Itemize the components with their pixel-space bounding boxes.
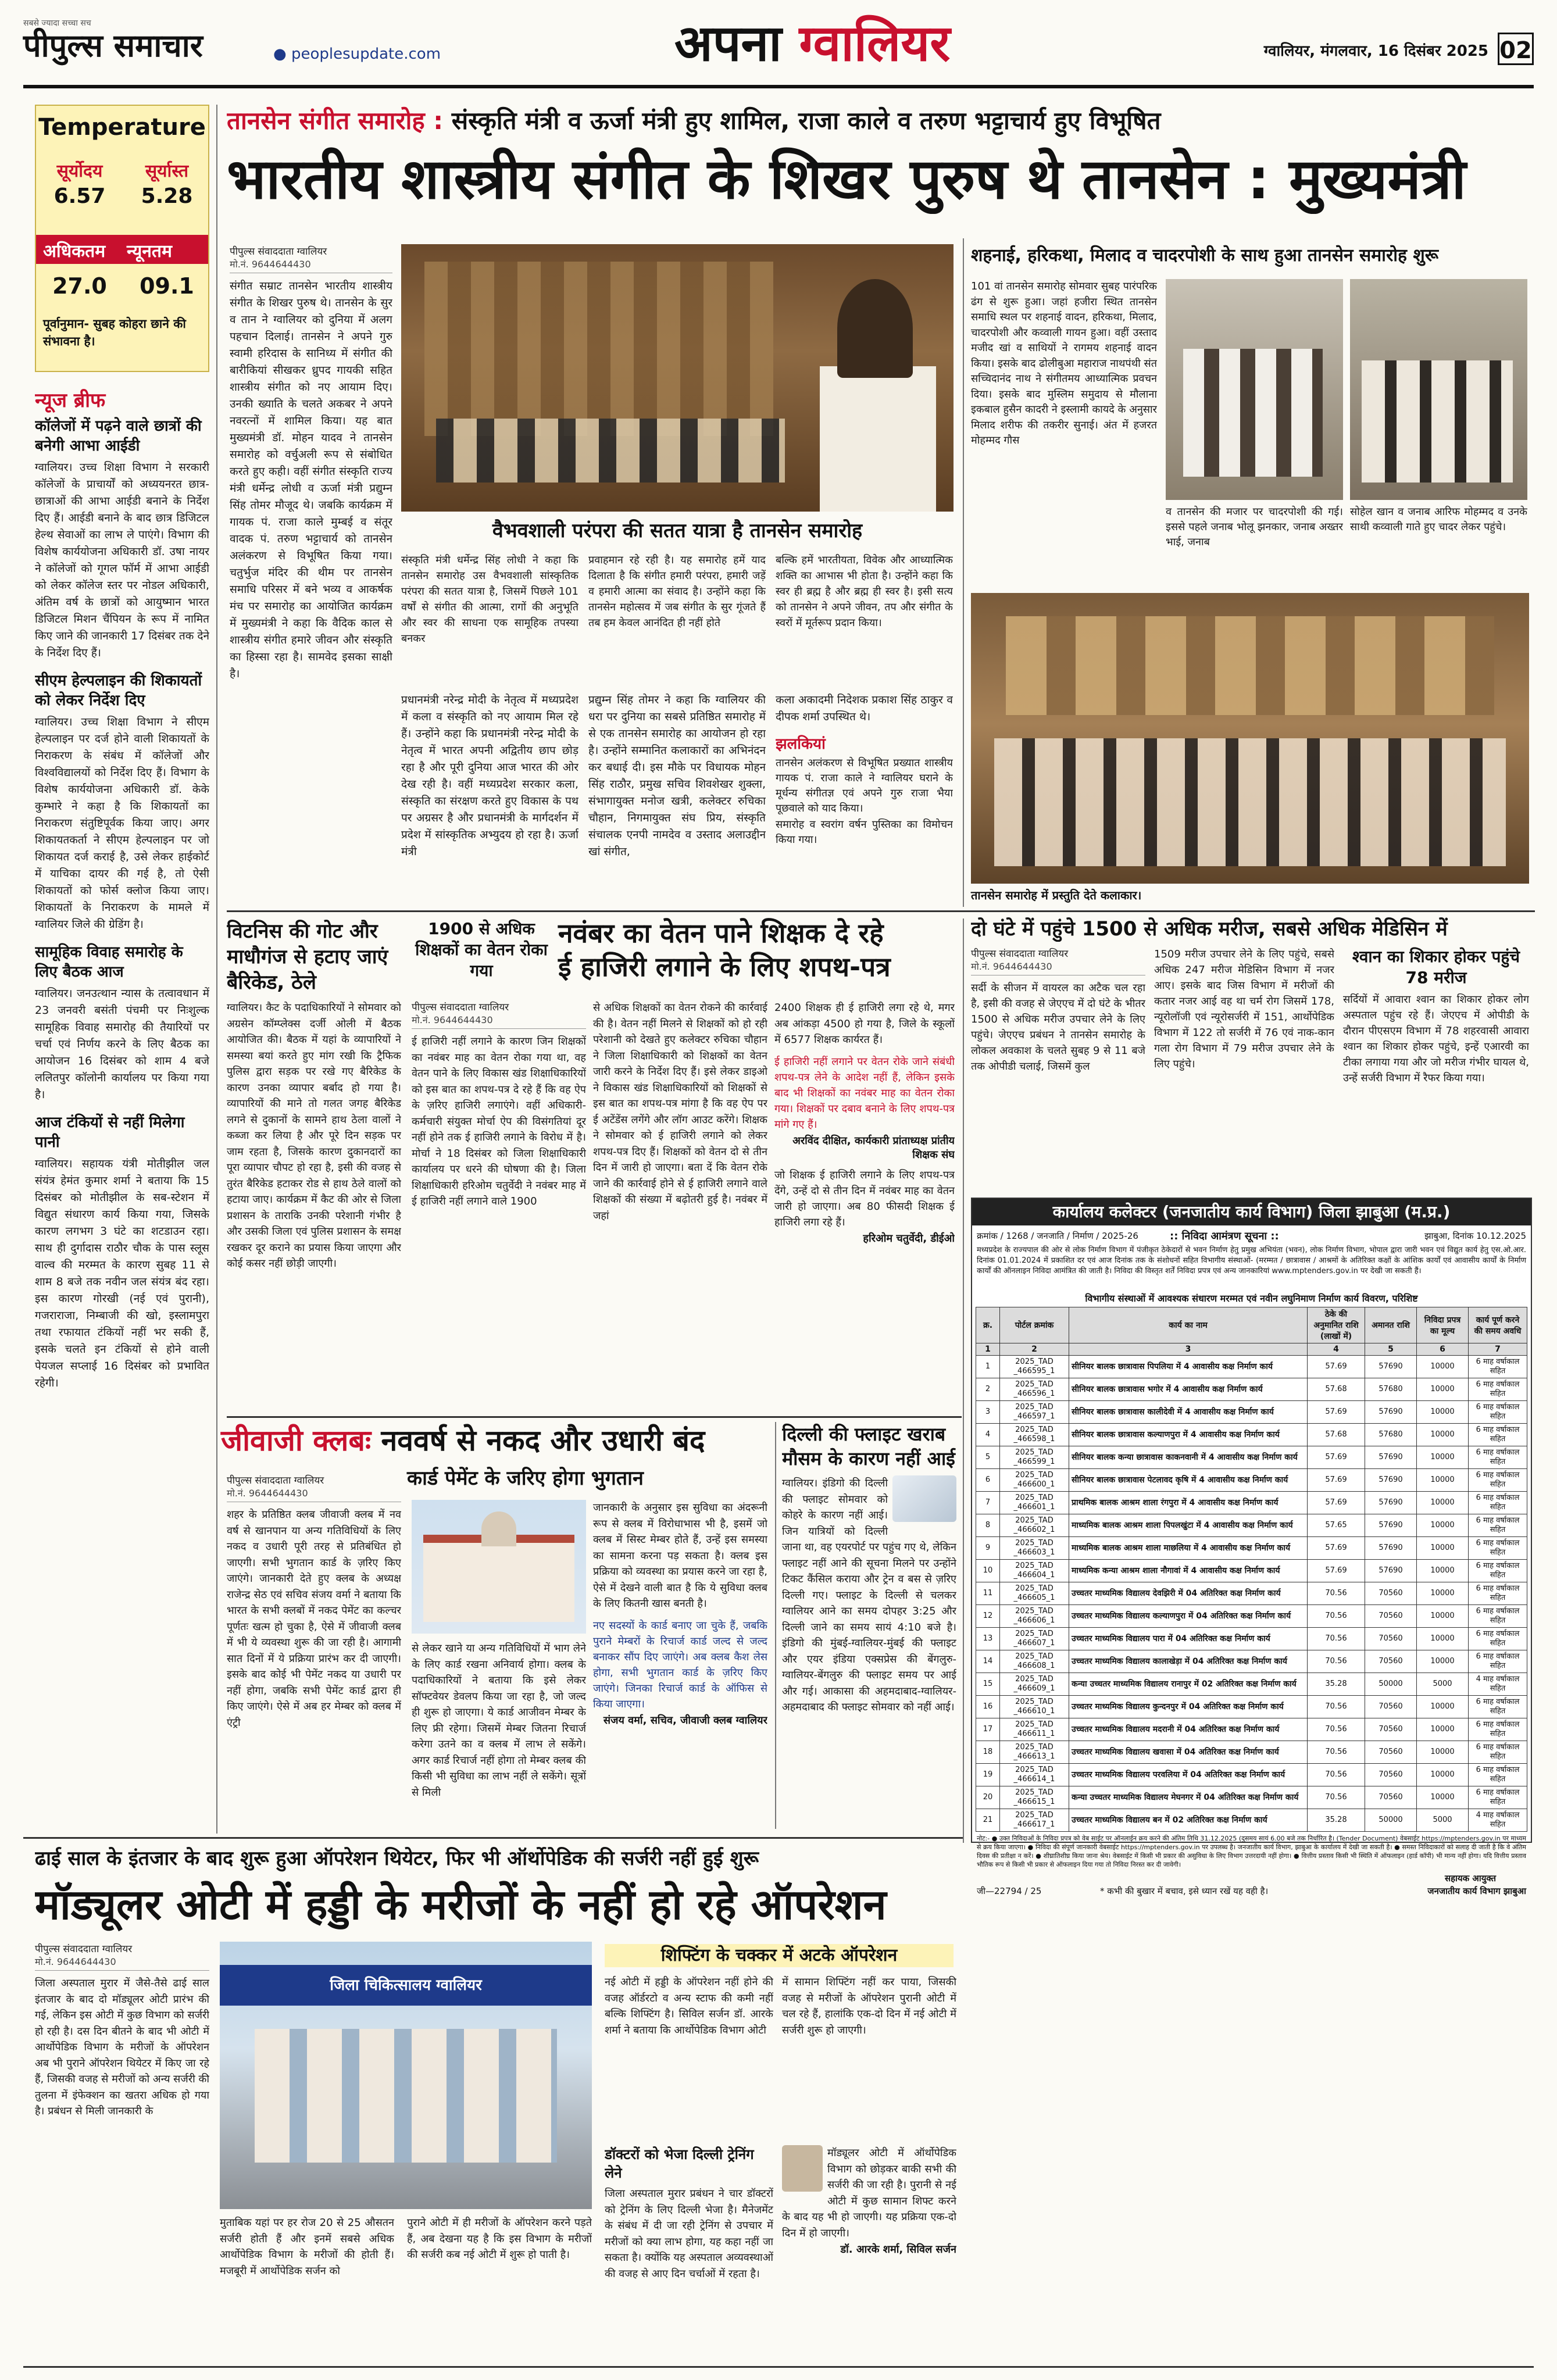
tender-cell: 70.56 (1308, 1628, 1365, 1650)
tender-cell: कन्या उच्चतर माध्यमिक विद्यालय मेघनगर में 04 अतिरिक्त कक्ष निर्माण कार्य (1069, 1786, 1308, 1809)
tender-cell: 57.68 (1308, 1378, 1365, 1401)
lead-under-photo-1: संस्कृति मंत्री धर्मेन्द्र सिंह लोधी ने कहा कि तानसेन समारोह उस वैभवशाली सांस्कृतिक परंपरा की सतत यात्रा है, जिसमें पिछले 101 वर्षों से संगीत की आत्मा, रागों की अनुभूति और स्वर की साधना एक सामूहिक तपस्या बनकर (401, 554, 578, 645)
sunset-value: 5.28 (141, 184, 193, 208)
tender-cell: 20 (976, 1786, 1000, 1809)
patients-col-2: 1509 मरीज उपचार लेने के लिए पहुंचे, सबसे अधिक 247 मरीज मेडिसिन विभाग में नजर आए। इसके बाद जिस विभाग में मरीजों की कतार नजर आई वह था चर्म रोग जिसमें 178, न्यूरोलॉजी एवं न्यूरोसर्जरी में 151, आर्थोपेडिक विभाग में 122 तो सर्जरी में 76 एवं नाक-कान गला रोग विभाग में 79 मरीज उपचार लेने के लिए पहुंचे। (1154, 948, 1334, 1070)
tender-cell: 70560 (1365, 1696, 1417, 1718)
footer-rule (23, 2366, 1534, 2368)
ot-quote: मॉड्यूलर ओटी में ऑर्थोपेडिक विभाग को छोड़कर बाकी सभी की सर्जरी की जा रही है। पुरानी से नई ओटी में कुछ सामान शिफ्ट करने के बाद यह भी हो जाएगी। यह प्रक्रिया एक-दो दिन में हो जाएगी। डॉ. आरके शर्मा, सिविल सर्जन (782, 2145, 956, 2360)
tender-cell: 17 (976, 1718, 1000, 1741)
globe-icon: ● (273, 45, 291, 63)
tender-cell: 70560 (1365, 1718, 1417, 1741)
shehnai-caption-1: व तानसेन की मजार पर चादरपोशी की गई। इससे पहले जनाब भोलू झनकार, जनाब अख्तर भाई, जनाब (1166, 506, 1343, 548)
tender-table-caption: विभागीय संस्थाओं में आवश्यक संधारण मरम्मत एवं नवीन लघुनिमाण निर्माण कार्य विवरण, परिशिष्ट (1085, 1293, 1418, 1304)
tender-cell: 70560 (1365, 1764, 1417, 1786)
tender-cell: 2025_TAD _466605_1 (1000, 1582, 1069, 1605)
tender-date: झाबुआ, दिनांक 10.12.2025 (1424, 1231, 1526, 1241)
tender-cell: 2025_TAD _466610_1 (1000, 1696, 1069, 1718)
delhi-headline: दिल्ली की फ्लाइट खराब मौसम के कारण नहीं आई (782, 1423, 955, 1470)
max-value: 27.0 (52, 273, 107, 299)
patients-sidebar: श्वान का शिकार होकर पहुंचे 78 मरीज सर्दियों में आवारा श्वान का शिकार होकर लोग अस्पताल पहुंच रहे हैं। जेएएच में ओपीडी के दौरान पीएसएम विभाग में 78 शहरवासी आवारा श्वान का शिकार होकर पहुंचे, इन्हें एआरवी का टीका लगाया गया और जो मरीज गंभीर घायल थे, उन्हें सर्जरी विभाग में रैफर किया गया। (1343, 947, 1529, 1084)
concert-photo (971, 593, 1529, 884)
teacher-col-1: पीपुल्स संवाददाता ग्वालियर मो.नं. 9644644430 ई हाजिरी नहीं लगाने के कारण जिन शिक्षकों का नवंबर माह का वेतन रोका गया था, वह वेतन पाने के लिए विकास खंड शिक्षाधिकारियों को इस बात का शपथ-पत्र दे रहे हैं कि वह ऐप के ज़रिए हाजिरी लगाएंगे। वहीं अधिकारी-कर्मचारी संयुक्त मोर्चा ऐप की विसंगतियां दूर नहीं होने तक ई हाजिरी लगाने के विरोध में है। मोर्चा ने 18 दिसंबर को जिला शिक्षाधिकारी कार्यालय पर धरने की घोषणा की है। जिला शिक्षाधिकारी हरिओम चतुर्वेदी ने नवंबर माह में ई हाजिरी नहीं लगाने वाले 1900 (412, 1000, 586, 1407)
brief-title: न्यूज ब्रीफ (35, 389, 106, 412)
shehnai-headline: शहनाई, हरिकथा, मिलाद व चादरपोशी के साथ हुआ तानसेन समारोह शुरू (971, 245, 1439, 266)
tender-cell: 57.69 (1308, 1560, 1365, 1582)
paper-tag: सबसे ज्यादा सच्चा सच (23, 19, 91, 28)
tender-cell: 10000 (1417, 1469, 1469, 1492)
tender-cell: 10000 (1417, 1696, 1469, 1718)
tender-row (976, 1469, 1527, 1492)
tender-cell: 70.56 (1308, 1582, 1365, 1605)
tender-cell: 10000 (1417, 1786, 1469, 1809)
jiwaji-col-2: से लेकर खाने या अन्य गतिविधियों में भाग लेने के लिए कार्ड रखना अनिवार्य होगा। क्लब के पदाधिकारियों ने बताया कि इसे लेकर सॉफ्टवेयर डेवलप किया जा रहा है, जो जल्द ही शुरू हो जाएगा। ये कार्ड आजीवन मेम्बर के लिए फ्री रहेगा। जिसमें मेम्बर जितना रिचार्ज करेगा उतने का व क्लब में लाभ ले सकेंगे। अगर कार्ड रिचार्ज नहीं होगा तो मेम्बर क्लब की किसी भी सुविधा का लाभ नहीं ले सकेंगे। सूत्रों से मिली (412, 1642, 586, 1799)
tender-cell: 70560 (1365, 1650, 1417, 1673)
tender-cell: 5 (976, 1446, 1000, 1469)
tender-cell: 57690 (1365, 1560, 1417, 1582)
tender-cell: 8 (976, 1514, 1000, 1537)
tender-cell: सीनियर बालक कन्या छात्रावास काकनवानी में 4 आवासीय कक्ष निर्माण कार्य (1069, 1446, 1308, 1469)
tender-cell: 2025_TAD _466611_1 (1000, 1718, 1069, 1741)
tender-cell: 2025_TAD _466614_1 (1000, 1764, 1069, 1786)
tender-cell: 57.69 (1308, 1356, 1365, 1378)
tender-cell: 57.69 (1308, 1401, 1365, 1424)
shehnai-body: 101 वां तानसेन समारोह सोमवार सुबह पारंपरिक ढंग से शुरू हुआ। जहां हजीरा स्थित तानसेन समाधि स्थल पर शहनाई वादन, हरिकथा, मिलाद, चादरपोशी और कव्वाली गायन हुआ। वहीं उस्ताद मजीद खां व साथियों ने रागमय शहनाई वादन किया। इसके बाद ढोलीबुआ महाराज नाथपंथी संत सच्चिदानंद नाथ ने संगीतमय आध्यात्मिक प्रवचन दिया। इसके बाद मुस्लिम समुदाय से मौलाना इकबाल हुसैन कादरी ने इस्लामी कायदे के अनुसार मिलाद शरीफ की तकरीर सुनाई। अंत में हजरत मोहम्मद गौस (971, 280, 1157, 446)
tender-cell: 57.69 (1308, 1537, 1365, 1560)
tender-cell: उच्चतर माध्यमिक विद्यालय कुन्दनपुर में 04 अतिरिक्त कक्ष निर्माण कार्य (1069, 1696, 1308, 1718)
tender-cell: 10000 (1417, 1492, 1469, 1514)
tender-row (976, 1605, 1527, 1628)
website[interactable]: ● peoplesupdate.com (273, 45, 441, 63)
doctor-avatar (782, 2145, 823, 2192)
tender-cell: सीनियर बालक छात्रावास पेटलावद कृषि में 4 आवासीय कक्ष निर्माण कार्य (1069, 1469, 1308, 1492)
tender-row (976, 1514, 1527, 1537)
tender-cell: माध्यमिक कन्या आश्रम शाला नौगावां में 4 आवासीय कक्ष निर्माण कार्य (1069, 1560, 1308, 1582)
tender-cell: 2025_TAD _466595_1 (1000, 1356, 1069, 1378)
tender-cell: 57690 (1365, 1537, 1417, 1560)
tender-cell: 57690 (1365, 1492, 1417, 1514)
brief-item-head: कॉलेजों में पढ़ने वाले छात्रों की बनेगी आभा आईडी (35, 417, 202, 455)
tender-row (976, 1741, 1527, 1764)
tender-cell: 19 (976, 1764, 1000, 1786)
teacher-quote-2: जो शिक्षक ई हाजिरी लगाने के लिए शपथ-पत्र देंगे, उन्हें दो से तीन दिन में नवंबर माह का वेतन जारी हो जाएगा। अब 80 फीसदी शिक्षक ई हाजिरी लगा रहे हैं। (774, 1168, 955, 1228)
max-label: अधिकतम (43, 241, 106, 262)
patients-side-head: श्वान का शिकार होकर पहुंचे 78 मरीज (1352, 947, 1520, 987)
tender-row (976, 1650, 1527, 1673)
tender-cell: 57.69 (1308, 1446, 1365, 1469)
tender-cell: 13 (976, 1628, 1000, 1650)
tender-cell: 57.68 (1308, 1424, 1365, 1446)
tender-cell: 2025_TAD _466601_1 (1000, 1492, 1069, 1514)
tender-row (976, 1356, 1527, 1378)
tender-cell: 70.56 (1308, 1786, 1365, 1809)
page-number: 02 (1498, 33, 1534, 65)
sunrise-value: 6.57 (53, 184, 106, 208)
tender-row (976, 1718, 1527, 1741)
teacher-quote-2-by: हरिओम चतुर्वेदी, डीईओ (863, 1232, 955, 1245)
tender-notice-title: :: निविदा आमंत्रण सूचना :: (1170, 1230, 1279, 1242)
tender-cell: माध्यमिक बालक आश्रम शाला माछलिया में 4 आवासीय कक्ष निर्माण कार्य (1069, 1537, 1308, 1560)
stage-people (436, 419, 785, 483)
tender-cell: 15 (976, 1673, 1000, 1696)
tender-row (976, 1537, 1527, 1560)
tender-row (976, 1764, 1527, 1786)
tender-cell: 6 माह वर्षाकाल सहित (1469, 1718, 1527, 1741)
weather-title: Temperature (38, 114, 206, 141)
tender-cell: उच्चतर माध्यमिक विद्यालय पारा में 04 अतिरिक्त कक्ष निर्माण कार्य (1069, 1628, 1308, 1650)
podium (820, 366, 936, 512)
right-col-rule (963, 238, 964, 907)
patients-headline: दो घंटे में पहुंचे 1500 से अधिक मरीज, सबसे अधिक मेडिसिन में (971, 917, 1448, 941)
tender-cell: 10000 (1417, 1514, 1469, 1537)
tender-cell: उच्चतर माध्यमिक विद्यालय कालाखेड़ा में 04 अतिरिक्त कक्ष निर्माण कार्य (1069, 1650, 1308, 1673)
tender-cell: 18 (976, 1741, 1000, 1764)
tender-cell: 6 माह वर्षाकाल सहित (1469, 1560, 1527, 1582)
tender-cell: 5000 (1417, 1673, 1469, 1696)
highlights-title: झलकियां (776, 735, 826, 753)
tender-footnote: नोट:- ● उक्त निविदाओं के निविदा प्रपत्र को वेब साईट पर ऑनलाईन क्रय करने की अंतिम तिथि 31.12.2025 (दुसमय सायं 6.00 बजे तक निर्धारित है। (Tender Document) वेबसाईट https://mptenders.gov.in पर माध्यम से क्रय किया जाएगा। ● निविदा की संपूर्ण जानकारी वेबसाईट https://mptenders.gov.in पर उपलब्ध है। जनजातीय कार्य विभाग, झाबुआ के कार्यालय में देखी जा सकती है। ● समस्त निविदाकारों को सलाह दी जाती है कि वे अंतिम दिवस की प्रतीक्षा न करें। ● शीघ्रातिशीघ्र किया जाना श्रेय। वेबसाईट में किसी भी प्रकार की असुविधा के लिए विभाग उत्तरदायी नहीं होगा। ● वित्तीय प्रस्ताव किसी भी स्थिति में ऑफलाइन (हार्ड कॉपी) भी मान्य नहीं होगा। यदि वित्तीय प्रस्ताव भौतिक रूप से किसी भी प्रकार से ऑफलाइन दिया गया तो निविदा निरस्त कर दी जावेगी। (977, 1835, 1526, 1868)
tender-cell: 2025_TAD _466617_1 (1000, 1809, 1069, 1832)
tender-cell: उच्चतर माध्यमिक विद्यालय खवासा में 04 अतिरिक्त कक्ष निर्माण कार्य (1069, 1741, 1308, 1764)
tender-cell: 2025_TAD _466613_1 (1000, 1741, 1069, 1764)
tender-cell: 57.69 (1308, 1492, 1365, 1514)
lead-under-photo-3: बल्कि हमें भारतीयता, विवेक और आध्यात्मिक शक्ति का आभास भी होता है। उन्होंने कहा कि स्वर ही ब्रह्म है और ब्रह्म ही स्वर है। इसी सत्य को तानसेन ने अपने जीवन, तप और संगीत के स्वरों में मूर्तरूप प्रदान किया। (776, 554, 953, 629)
tender-cell: 11 (976, 1582, 1000, 1605)
patients-col-1: पीपुल्स संवाददाता ग्वालियर मो.नं. 9644644430 सर्दी के सीजन में वायरल का अटैक चल रहा है, इसी की वजह से जेएएच में दो घंटे के भीतर 1500 से अधिक मरीज उपचार लेने के लिए पहुंचे। जेएएच प्रबंधन ने तानसेन समारोह के लोकल अवकाश के चलते सुबह 9 से 11 बजे तक ओपीडी चलाई, जिसमें कुल (971, 946, 1145, 1191)
tender-row (976, 1673, 1527, 1696)
tender-row (976, 1560, 1527, 1582)
tender-title: कार्यालय कलेक्टर (जनजातीय कार्य विभाग) जिला झाबुआ (म.प्र.) (972, 1199, 1531, 1225)
shehnai-photo-1 (1166, 279, 1343, 500)
row-rule-3 (23, 1837, 963, 1839)
ot-kicker: ढाई साल के इंतजार के बाद शुरू हुआ ऑपरेशन थियेटर, फिर भी ऑर्थोपेडिक की सर्जरी नहीं हुई शुरू (35, 1847, 759, 1870)
jiwaji-quote-by: संजय वर्मा, सचिव, जीवाजी क्लब ग्वालियर (603, 1714, 767, 1727)
brief-item-body: ग्वालियर। जनउत्थान न्यास के तत्वावधान में 23 जनवरी बसंती पंचमी पर निःशुल्क सामूहिक विवाह समारोह की तैयारियों पर चर्चा एवं निर्णय करने के लिए बैठक का आयोजन 16 दिसंबर को शाम 4 बजे ललितपुर कॉलोनी कार्यालय पर किया गया है। (35, 987, 209, 1101)
lead-text: संगीत सम्राट तानसेन भारतीय शास्त्रीय संगीत के शिखर पुरुष थे। तानसेन के सुर व तान ने ग्वालियर को दुनिया में अलग पहचान दिलाई। तानसेन ने अपने गुरु स्वामी हरिदास के सानिध्य में संगीत की बारीकियां सीखकर ध्रुपद गायकी सहित शास्त्रीय संगीत को नए आयाम दिए। उनकी ख्याति के चलते अकबर ने अपने नवरत्नों में शामिल किया। यह बात मुख्यमंत्री डॉ. मोहन यादव ने तानसेन समारोह को वर्चुअली रूप से संबोधित करते हुए कही। वहीं संगीत संस्कृति राज्य मंत्री धर्मेन्द्र लोधी व ऊर्जा मंत्री प्रद्युम्न सिंह तोमर मौजूद थे। जबकि कार्यक्रम में गायक पं. राजा काले मुम्बई व संतूर वादक पं. तरुण भट्टाचार्य को तानसेन अलंकरण से विभूषित किया गया। चतुर्भुज मंदिर की थीम पर तानसेन समाधि परिसर में बने भव्य व आकर्षक मंच पर समारोह का आयोजित कार्यक्रम में मुख्यमंत्री ने कहा कि वैदिक काल से शास्त्रीय संगीत हमारे जीवन और संस्कृति का हिस्सा रहा है। सामवेद इसका साक्षी है। (230, 280, 392, 680)
tender-cell: 70.56 (1308, 1605, 1365, 1628)
tender-cell: 57690 (1365, 1469, 1417, 1492)
tender-cell: उच्चतर माध्यमिक विद्यालय मदरानी में 04 अतिरिक्त कक्ष निर्माण कार्य (1069, 1718, 1308, 1741)
dateline: ग्वालियर, मंगलवार, 16 दिसंबर 2025 (1263, 42, 1488, 60)
brief-item-head: आज टंकियों से नहीं मिलेगा पानी (35, 1114, 185, 1151)
teacher-quote-1: ई हाजिरी नहीं लगाने पर वेतन रोके जाने संबंधी शपथ-पत्र लेने के आदेश नहीं हैं, लेकिन इसके बाद भी शिक्षकों का नवंबर माह का वेतन रोका गया। शिक्षकों पर दबाव बनाने के लिए शपथ-पत्र मांगे गए हैं। (774, 1055, 955, 1131)
tender-cell: 2025_TAD _466609_1 (1000, 1673, 1069, 1696)
tender-cell: 2 (976, 1378, 1000, 1401)
tender-job-no: जी—22794 / 25 (977, 1886, 1042, 1896)
tender-cell: 57690 (1365, 1446, 1417, 1469)
tender-cell: 9 (976, 1537, 1000, 1560)
jiwaji-subhead: कार्ड पेमेंट के जरिए होगा भुगतान (407, 1467, 644, 1490)
tender-cell: 16 (976, 1696, 1000, 1718)
jiwaji-quote: नए सदस्यों के कार्ड बनाए जा चुके हैं, जबकि पुराने मेम्बरों के रिचार्ज कार्ड जल्द से जल्द बनाकर सौंप दिए जाएंगे। अब क्लब कैश लेस होगा, सभी भुगतान कार्ड के ज़रिए किए जाएंगे। जिनका रिचार्ज कार्ड के ऑफिस से किया जाएगा। (593, 1619, 767, 1710)
teacher-sidebar-title: 1900 से अधिक शिक्षकों का वेतन रोका गया (415, 919, 548, 980)
speaker (837, 279, 913, 378)
tender-cell: कन्या उच्चतर माध्यमिक विद्यालय रानापुर में 02 अतिरिक्त कक्ष निर्माण कार्य (1069, 1673, 1308, 1696)
lead-col-3: प्रद्युम्न सिंह तोमर ने कहा कि ग्वालियर की धरा पर दुनिया का सबसे प्रतिष्ठित समारोह में से एक तानसेन समारोह का आयोजन हो रहा है। उन्होंने सम्मानित कलाकारों का अभिनंदन कर बधाई दी। इस मौके पर विधायक मोहन सिंह राठौर, प्रमुख सचिव शिवशेखर शुक्ला, संभागायुक्त मनोज खत्री, कलेक्टर रुचिका चौहान, निगमायुक्त संघ प्रिय, संस्कृति संचालक एनपी नामदेव व उस्ताद अलाउद्दीन खां संगीत, (588, 694, 766, 858)
highlight-item: तानसेन अलंकरण से विभूषित प्रख्यात शास्त्रीय गायक पं. राजा काले ने ग्वालियर घराने के मूर्धन्य संगीतज्ञ एवं अपने गुरु राजा भैया पूछवाले को याद किया। (776, 757, 953, 814)
tender-col-numbers: 1 2 3 4 5 6 7 (976, 1343, 1527, 1356)
masthead-rule (23, 85, 1534, 88)
brief-item-head: सीएम हेल्पलाइन की शिकायतों को लेकर निर्देश दिए (35, 672, 202, 709)
tender-row (976, 1424, 1527, 1446)
tender-cell: 10000 (1417, 1378, 1469, 1401)
jiwaji-col-3: जानकारी के अनुसार इस सुविधा का अंदरूनी रूप से क्लब में विरोधाभास भी है, इसमें जो क्लब में सिस्ट मेम्बर होते हैं, उन्हें इस समस्या का सामना करना पड़ सकता है। क्लब इस प्रक्रिया को व्यवस्था का प्रयास करने जा रहा है, ऐसे में देखने वाली बात है कि ये सुविधा क्लब के लिए कितनी खास बनती है। नए सदस्यों के कार्ड बनाए जा चुके हैं, जबकि पुराने मेम्बरों के रिचार्ज कार्ड जल्द से जल्द बनाकर सौंप दिए जाएंगे। अब क्लब कैश लेस होगा, सभी भुगतान कार्ड के ज़रिए किए जाएंगे। जिनका रिचार्ज कार्ड के ऑफिस से किया जाएगा। संजय वर्मा, सचिव, जीवाजी क्लब ग्वालियर (593, 1502, 767, 1727)
row-rule-2 (227, 1416, 962, 1418)
tender-cell: 70560 (1365, 1628, 1417, 1650)
tender-cell: 6 माह वर्षाकाल सहित (1469, 1514, 1527, 1537)
tender-row (976, 1628, 1527, 1650)
tender-cell: 10000 (1417, 1628, 1469, 1650)
tender-cell: 10 (976, 1560, 1000, 1582)
shift-col-2: में सामान शिफ्टिंग नहीं कर पाया, जिसकी वजह से मरीजों के ऑपरेशन पुरानी ओटी में चल रहे हैं, हालांकि एक-दो दिन में नई ओटी में सर्जरी शुरू हो जाएगी। (782, 1976, 956, 2036)
teacher-headline-2: ई हाजिरी लगाने के लिए शपथ-पत्र (558, 951, 891, 982)
tender-cell: 10000 (1417, 1356, 1469, 1378)
masthead (23, 12, 1534, 81)
tender-cell: 6 माह वर्षाकाल सहित (1469, 1764, 1527, 1786)
tender-intro: मध्यप्रदेश के राज्यपाल की ओर से लोक निर्माण विभाग में पंजीकृत ठेकेदारों से भवन निर्माण हेतु प्रमुख अभियंता (भवन), लोक निर्माण विभाग, भोपाल द्वारा जारी भवन एवं विद्युत कार्य हेतु एस.ओ.आर. दिनांक 01.01.2024 में प्रकाशित दर एवं आज दिनांक तक के संशोधनों सहित विभागीय संस्थाओं- (मरम्मत / छात्रावास / आश्रमों के अतिरिक्त कक्षों के आंशिक कार्यों एवं आवासीय कार्यों के निर्माण कार्यों की ऑनलाइन निविदा आमंत्रित की जाती है। निविदा की विस्तृत शर्तें निविदा प्रपत्र एवं अन्य जानकारियां www.mptenders.gov.in पर देखी जा सकती हैं। (977, 1246, 1526, 1275)
tender-cell: 57690 (1365, 1401, 1417, 1424)
tender-cell: 57.65 (1308, 1514, 1365, 1537)
jiwaji-photo (412, 1500, 586, 1634)
right-col-rule-2 (963, 919, 964, 1843)
tender-cell: प्राथमिक बालक आश्रम शाला रंगपुरा में 4 आवासीय कक्ष निर्माण कार्य (1069, 1492, 1308, 1514)
lead-photo (401, 244, 954, 512)
tender-cell: 3 (976, 1401, 1000, 1424)
tender-cell: 2025_TAD _466603_1 (1000, 1537, 1069, 1560)
tender-cell: 6 (976, 1469, 1000, 1492)
tender-cell: 10000 (1417, 1764, 1469, 1786)
jiwaji-headline: जीवाजी क्लबः नववर्ष से नकद और उधारी बंद (221, 1424, 705, 1457)
tender-row (976, 1696, 1527, 1718)
tender-cell: 57690 (1365, 1514, 1417, 1537)
vitness-story: विटनिस की गोट और माधौगंज से हटाए जाएं बैरिकेड, ठेले ग्वालियर। कैट के पदाधिकारियों ने सोमवार को अग्रसेन कॉम्प्लेक्स दर्जी ओली में बैठक आयोजित की। बैठक में यहां के व्यापारियों ने समस्या बयां करते हुए मांग रखी कि ट्रैफिक पुलिस द्वारा सड़क पर रखे गए बैरिकेड के कारण उनका व्यापार बर्बाद हो गया है। व्यापारियों की माने तो गलत जगह बैरिकेड लगने से दुकानों के सामने हाथ ठेला वालों ने कब्जा कर लिया है और पूरे दिन सड़क पर जाम रहता है, जिसके कारण दुकानदारों का पूरा व्यापार चौपट हो रहा है, इसी की वजह से तुरंत बैरिकेड हटाकर रोड से हाथ ठेले वालों को हटाया जाए। कार्यक्रम में कैट की ओर से जिला प्रशासन के ताराकि उनकी परेशानी गंभीर है और उसकी जिला एवं पुलिस प्रशासन के समक्ष रखकर दूर कराने का प्रयास किया जाएगा और कोई कसर नहीं छोड़ी जाएगी। (227, 920, 401, 1270)
tender-cell: 70.56 (1308, 1650, 1365, 1673)
tender-cell: 10000 (1417, 1741, 1469, 1764)
tender-cell: 2025_TAD _466599_1 (1000, 1446, 1069, 1469)
tender-cell: 10000 (1417, 1718, 1469, 1741)
tender-cell: 1 (976, 1356, 1000, 1378)
concert-caption: तानसेन समारोह में प्रस्तुति देते कलाकार। (971, 888, 1142, 902)
teacher-quote-1-by: अरविंद दीक्षित, कार्यकारी प्रांताध्यक्ष प्रांतीय शिक्षक संघ (792, 1134, 955, 1161)
lead-kicker: तानसेन संगीत समारोह : संस्कृति मंत्री व ऊर्जा मंत्री हुए शामिल, राजा काले व तरुण भट्टाचार्य हुए विभूषित (227, 106, 1161, 135)
tender-cell: 10000 (1417, 1582, 1469, 1605)
plane-icon (892, 1475, 956, 1522)
tender-ref: क्रमांक / 1268 / जनजाति / निर्माण / 2025-26 (977, 1231, 1138, 1241)
lead-photo-caption: वैभवशाली परंपरा की सतत यात्रा है तानसेन समारोह (492, 519, 863, 542)
tender-cell: 14 (976, 1650, 1000, 1673)
tender-cell: 6 माह वर्षाकाल सहित (1469, 1492, 1527, 1514)
tender-cell: 6 माह वर्षाकाल सहित (1469, 1628, 1527, 1650)
lead-headline: भारतीय शास्त्रीय संगीत के शिखर पुरुष थे तानसेन : मुख्यमंत्री (227, 146, 1466, 212)
tender-cell: 6 माह वर्षाकाल सहित (1469, 1424, 1527, 1446)
tender-row (976, 1582, 1527, 1605)
brief-item-body: ग्वालियर। उच्च शिक्षा विभाग ने सरकारी कॉलेजों के प्राचार्यों को अध्ययनरत छात्र-छात्राओं की आभा आईडी बनाने के निर्देश दिए हैं। आईडी बनाने के बाद छात्र डिजिटल हेल्थ सेवाओं का लाभ ले पाएंगे। विभाग की विशेष कार्ययोजना अधिकारी डॉ. उषा नायर ने कॉलेजों को गूगल फॉर्म में आभा आईडी को लेकर कॉलेज स्तर पर नोडल अधिकारी, अंतिम वर्ष के छात्रों को आयुष्मान भारत डिजिटल मिशन चैंपियन के रूप में नामित किए जाने की जानकारी 17 दिसंबर तक देने के निर्देश दिए हैं। (35, 461, 209, 659)
max-min-bar (36, 235, 208, 264)
tender-cell: 10000 (1417, 1424, 1469, 1446)
tender-cell: सीनियर बालक छात्रावास कालीदेवी में 4 आवासीय कक्ष निर्माण कार्य (1069, 1401, 1308, 1424)
section-title: अपना ग्वालियर (674, 15, 951, 73)
teacher-col-3: 2400 शिक्षक ही ई हाजिरी लगा रहे थे, मगर अब आंकड़ा 4500 हो गया है, जिले के स्कूलों में 6577 शिक्षक कार्यरत हैं। ई हाजिरी नहीं लगाने पर वेतन रोके जाने संबंधी शपथ-पत्र लेने के आदेश नहीं हैं, लेकिन इसके बाद भी शिक्षकों का नवंबर माह का वेतन रोका गया। शिक्षकों पर दबाव बनाने के लिए शपथ-पत्र मांगे गए हैं। अरविंद दीक्षित, कार्यकारी प्रांताध्यक्ष प्रांतीय शिक्षक संघ जो शिक्षक ई हाजिरी लगाने के लिए शपथ-पत्र देंगे, उन्हें दो से तीन दिन में नवंबर माह का वेतन जारी हो जाएगा। अब 80 फीसदी शिक्षक ई हाजिरी लगा रहे हैं। हरिओम चतुर्वेदी, डीईओ (774, 1002, 955, 1245)
tender-cell: 6 माह वर्षाकाल सहित (1469, 1696, 1527, 1718)
tender-cell: 10000 (1417, 1560, 1469, 1582)
tender-cell: 2025_TAD _466606_1 (1000, 1605, 1069, 1628)
tender-cell: 70.56 (1308, 1741, 1365, 1764)
tender-cell: 6 माह वर्षाकाल सहित (1469, 1650, 1527, 1673)
delhi-rule (775, 1422, 776, 1829)
tender-box (971, 1198, 1532, 1896)
tender-cell: 10000 (1417, 1401, 1469, 1424)
tender-cell: 6 माह वर्षाकाल सहित (1469, 1446, 1527, 1469)
hospital-gate: जिला चिकित्सालय ग्वालियर (220, 1965, 592, 2006)
tender-cell: 35.28 (1308, 1673, 1365, 1696)
highlight-item: समारोह व स्वरांग वर्षन पुस्तिका का विमोचन किया गया। (776, 819, 953, 846)
tender-table-header: क्र. पोर्टल क्रमांक कार्य का नाम ठेके की अनुमानित राशि (लाखों में) अमानत राशि निविदा प्रपत्र का मूल्य कार्य पूर्ण करने की समय अवधि (976, 1307, 1527, 1343)
tender-cell: 70.56 (1308, 1764, 1365, 1786)
tender-cell: सीनियर बालक छात्रावास भगोर में 4 आवासीय कक्ष निर्माण कार्य (1069, 1378, 1308, 1401)
brief-item-body: ग्वालियर। उच्च शिक्षा विभाग ने सीएम हेल्पलाइन पर दर्ज होने वाली शिकायतों के निराकरण के संबंध में कॉलेजों और विश्वविद्यालयों को निर्देश दिए हैं। विभाग के विशेष कार्ययोजना अधिकारी डॉ. केके कुम्भारे ने कहा है कि शिकायतों का निराकरण संतुष्टिपूर्वक किया जाए। अगर शिकायतकर्ता ने सीएम हेल्पलाइन पर जो शिकायत दर्ज कराई है, उसे लेकर हाईकोर्ट में याचिका दायर की गई है, तो ऐसी शिकायतों को फोर्स क्लोज किया जाए। शिकायतों के निराकरण के मामले में ग्वालियर जिले की ग्रेडिंग है। (35, 716, 209, 931)
tender-cell: 2025_TAD _466596_1 (1000, 1378, 1069, 1401)
tender-cell: 12 (976, 1605, 1000, 1628)
sunset-label: सूर्यास्त (145, 161, 189, 181)
tender-row (976, 1401, 1527, 1424)
tender-cell: 2025_TAD _466600_1 (1000, 1469, 1069, 1492)
tender-cell: 6 माह वर्षाकाल सहित (1469, 1786, 1527, 1809)
ot-headline: मॉड्यूलर ओटी में हड्डी के मरीजों के नहीं हो रहे ऑपरेशन (35, 1880, 887, 1929)
sidebar-rule (216, 105, 217, 1834)
tender-cell: 70560 (1365, 1741, 1417, 1764)
tender-row (976, 1809, 1527, 1832)
tender-row (976, 1446, 1527, 1469)
tender-cell: 2025_TAD _466598_1 (1000, 1424, 1069, 1446)
tender-cell: 70560 (1365, 1605, 1417, 1628)
tender-cell: 10000 (1417, 1605, 1469, 1628)
tender-cell: 10000 (1417, 1650, 1469, 1673)
tender-cell: 6 माह वर्षाकाल सहित (1469, 1582, 1527, 1605)
training-story: डॉक्टरों को भेजा दिल्ली ट्रेनिंग लेने जिला अस्पताल मुरार प्रबंधन ने चार डॉक्टरों को ट्रेनिंग के लिए दिल्ली भेजा है। मैनेजमेंट के संबंध में दी जा रही ट्रेनिंग से उपचार में मरीजों को क्या लाभ होगा, यह कहा नहीं जा सकता है। क्योंकि यह अस्पताल अव्यवस्थाओं की वजह से आए दिन चर्चाओं में रहता है। (605, 2146, 773, 2280)
tender-cell: 2025_TAD _466602_1 (1000, 1514, 1069, 1537)
tender-cell: 2025_TAD _466604_1 (1000, 1560, 1069, 1582)
forecast: पूर्वानुमान- सुबह कोहरा छाने की संभावना है। (43, 317, 186, 348)
tender-row (976, 1492, 1527, 1514)
tender-cell: 4 माह वर्षाकाल सहित (1469, 1673, 1527, 1696)
paper-name: पीपुल्स समाचार (23, 27, 203, 64)
tender-cell: 6 माह वर्षाकाल सहित (1469, 1741, 1527, 1764)
training-headline: डॉक्टरों को भेजा दिल्ली ट्रेनिंग लेने (605, 2146, 754, 2181)
ot-col-1: पीपुल्स संवाददाता ग्वालियर मो.नं. 9644644430 जिला अस्पताल मुरार में जैसे-तैसे ढाई साल इंतजार के बाद दो मॉड्यूलर ओटी प्रारंभ की गई, लेकिन इस ओटी में कुछ विभाग को सर्जरी हो रही है। दस दिन बीतने के बाद भी ओटी में आर्थोपेडिक विभाग के मरीजों के ऑपरेशन अब भी पुराने ऑपरेशन थियेटर में किए जा रहे हैं, जिसकी वजह से मरीजों को अन्य सर्जरी की तुलना में इंफेक्शन का खतरा अधिक हो गया है। प्रबंधन से मिली जानकारी के (35, 1942, 209, 2360)
delhi-story: दिल्ली की फ्लाइट खराब मौसम के कारण नहीं आई ग्वालियर। इंडिगो की दिल्ली की फ्लाइट सोमवार को कोहरे के कारण नहीं आई। जिन यात्रियों को दिल्ली जाना था, वह एयरपोर्ट पर पहुंच गए थे, लेकिन फ्लाइट नहीं आने की सूचना मिलने पर उन्होंने टिकट कैंसिल कराया और ट्रेन व बस से ज़रिए दिल्ली गए। फ्लाइट के दिल्ली से चलकर ग्वालियर आने का समय दोपहर 3:25 और दिल्ली जाने का समय सायं 4:10 बजे है। इंडिगो की मुंबई-ग्वालियर-मुंबई की फ्लाइट और एयर इंडिया एक्सप्रेस की बेंगलुरु-ग्वालियर-बेंगलुरु की फ्लाइट समय पर आई और गई। आकासा की अहमदाबाद-ग्वालियर-अहमदाबाद की फ्लाइट सोमवार को नहीं आई। (782, 1423, 956, 1713)
tender-cell: 57.69 (1308, 1469, 1365, 1492)
vitness-headline: विटनिस की गोट और माधौगंज से हटाए जाएं बैरिकेड, ठेले (227, 920, 388, 994)
tender-cell: 70.56 (1308, 1718, 1365, 1741)
brief-item-body: ग्वालियर। सहायक यंत्री मोतीझील जल संयंत्र हेमंत कुमार शर्मा ने बताया कि 15 दिसंबर को मोतीझील के सब-स्टेशन में विद्युत संधारण कार्य किया गया, जिसके कारण लगभग 3 घंटे का शटडाउन रहा। साथ ही दुर्गादास राठौर चौक के पास स्लूस वाल्व की मरम्मत के कारण सुबह 11 से शाम 8 बजे तक नवीन जल संयंत्र बंद रहा। इस कारण गोरखी (नई एवं पुरानी), गजराराजा, निम्बाजी की खो, इस्लामपुरा तथा रफायात टंकियों नहीं भर सकी हैं, इसके चलते इन टंकियों से होने वाली पेयजल सप्लाई 16 दिसंबर को प्रभावित रहेगी। (35, 1157, 209, 1389)
tender-cell: 4 (976, 1424, 1000, 1446)
tender-cell: 70.56 (1308, 1696, 1365, 1718)
shehnai-caption-2: सोहेल खान व जनाब आरिफ मोहम्मद व उनके साथी कव्वाली गाते हुए चादर लेकर पहुंचे। (1350, 506, 1527, 533)
tender-cell: 57680 (1365, 1378, 1417, 1401)
shift-col-1: नई ओटी में हड्डी के ऑपरेशन नहीं होने की वजह ऑर्डरटो व अन्य स्टाफ की कमी नहीं बल्कि शिफ्टिंग है। सिविल सर्जन डॉ. आरके शर्मा ने बताया कि आर्थोपेडिक विभाग ओटी (605, 1976, 773, 2036)
ot-col-3: पुराने ओटी में ही मरीजों के ऑपरेशन करने पड़ते हैं, अब देखना यह है कि इस विभाग के मरीजों की सर्जरी कब नई ओटी में शुरू हो पाती है। (407, 2217, 592, 2261)
row-rule-1 (227, 910, 1535, 912)
stage-arch (424, 262, 773, 436)
lead-col-4: कला अकादमी निदेशक प्रकाश सिंह ठाकुर व दीपक शर्मा उपस्थित थे। झलकियां तानसेन अलंकरण से विभूषित प्रख्यात शास्त्रीय गायक पं. राजा काले ने ग्वालियर घराने के मूर्धन्य संगीतज्ञ एवं अपने गुरु राजा भैया पूछवाले को याद किया। समारोह व स्वरांग वर्षन पुस्तिका का विमोचन किया गया। (776, 692, 953, 913)
tender-cell: 57690 (1365, 1356, 1417, 1378)
shehnai-photo-2 (1350, 279, 1527, 500)
lead-under-photo-2: प्रवाहमान रहे रही है। यह समारोह हमें याद दिलाता है कि संगीत हमारी परंपरा, हमारी जड़ें व हमारी आत्मा का संवाद है। उन्होंने कहा कि तानसेन महोत्सव में जब संगीत के सुर गूंजते हैं तब हम केवल आनंदित ही नहीं होते (588, 554, 766, 629)
tender-cell: 35.28 (1308, 1809, 1365, 1832)
tender-cell: 2025_TAD _466608_1 (1000, 1650, 1069, 1673)
tender-cell: 5000 (1417, 1809, 1469, 1832)
tender-cell: 2025_TAD _466597_1 (1000, 1401, 1069, 1424)
tender-cell: 21 (976, 1809, 1000, 1832)
teacher-headline-1: नवंबर का वेतन पाने शिक्षक दे रहे (558, 917, 884, 949)
sunrise-label: सूर्योदय (56, 161, 103, 181)
tender-cell: 6 माह वर्षाकाल सहित (1469, 1537, 1527, 1560)
tender-cell: 6 माह वर्षाकाल सहित (1469, 1378, 1527, 1401)
tender-cell: 50000 (1365, 1809, 1417, 1832)
min-value: 09.1 (140, 273, 194, 299)
jiwaji-col-1: पीपुल्स संवाददाता ग्वालियर मो.नं. 9644644430 शहर के प्रतिष्ठित क्लब जीवाजी क्लब में नव वर्ष से खानपान या अन्य गतिविधियों के लिए नकद व उधारी पूरी तरह से प्रतिबंधित हो जाएगी। सभी भुगतान कार्ड के ज़रिए किए जाएंगे। जानकारी देते हुए क्लब के अध्यक्ष राजेन्द्र सेठ एवं सचिव संजय वर्मा ने बताया कि भारत के सभी क्लबों में नकद पेमेंट का कल्चर पूर्णतः खत्म हो चुका है, ऐसे में जीवाजी क्लब में भी ये व्यवस्था शुरू की जा रही है। आगामी सात दिनों में ये प्रक्रिया प्रारंभ कर दी जाएगी। इसके बाद कोई भी पेमेंट नकद या उधारी पर नहीं होगा, जबकि सभी पेमेंट कार्ड द्वारा ही किए जाएंगे। ऐसे में अब हर मेम्बर को क्लब में एंट्री (227, 1473, 401, 1834)
tender-cell: 70560 (1365, 1582, 1417, 1605)
tender-cell: 50000 (1365, 1673, 1417, 1696)
weather-box (35, 105, 209, 372)
tender-cell: सीनियर बालक छात्रावास कल्याणपुरा में 4 आवासीय कक्ष निर्माण कार्य (1069, 1424, 1308, 1446)
tender-cell: 7 (976, 1492, 1000, 1514)
tender-cell: 70560 (1365, 1786, 1417, 1809)
tender-cell: 4 माह वर्षाकाल सहित (1469, 1809, 1527, 1832)
tender-signature-note: * कभी की बुखार में बचाव, इसे ध्यान रखें यह वही है। (1100, 1886, 1269, 1896)
tender-signatory: सहायक आयुक्त (1444, 1873, 1496, 1884)
lead-byline: पीपुल्स संवाददाता ग्वालियर मो.नं. 9644644430 (230, 244, 392, 273)
paper-logo (23, 17, 267, 70)
tender-signatory-2: जनजातीय कार्य विभाग झाबुआ (1427, 1886, 1526, 1896)
tender-cell: 10000 (1417, 1537, 1469, 1560)
lead-col-2: प्रधानमंत्री नरेन्द्र मोदी के नेतृत्व में मध्यप्रदेश में कला व संस्कृति को नए आयाम मिल रहे हैं। उन्होंने कहा कि प्रधानमंत्री नरेन्द्र मोदी के नेतृत्व में भारत अपनी अद्वितीय छाप छोड़ रहा है और पूरी दुनिया आज भारत की ओर देख रही है। वहीं मध्यप्रदेश सरकार कला, संस्कृति का संरक्षण करते हुए विकास के पथ पर अग्रसर है और प्रधानमंत्री के मार्गदर्शन में प्रदेश में सांस्कृतिक अभ्युदय हो रहा है। ऊर्जा मंत्री (401, 694, 578, 858)
tender-cell: 6 माह वर्षाकाल सहित (1469, 1356, 1527, 1378)
tender-cell: सीनियर बालक छात्रावास पिपलिया में 4 आवासीय कक्ष निर्माण कार्य (1069, 1356, 1308, 1378)
min-label: न्यूनतम (127, 241, 172, 262)
tender-cell: उच्चतर माध्यमिक विद्यालय देवझिरी में 04 अतिरिक्त कक्ष निर्माण कार्य (1069, 1582, 1308, 1605)
tender-cell: 6 माह वर्षाकाल सहित (1469, 1605, 1527, 1628)
teacher-col-2: से अधिक शिक्षकों का वेतन रोकने की कार्रवाई की है। वेतन नहीं मिलने से शिक्षकों को हो रही परेशानी को देखते हुए कलेक्टर रुचिका चौहान ने जिला शिक्षाधिकारी को शिक्षकों का वेतन जारी करने के निर्देश दिए हैं। इसे लेकर डाइओ ने विकास खंड शिक्षाधिकारियों को शिक्षकों से इस बात का शपथ-पत्र मांगा है कि वह ऐप पर ई अटेंडेंस लगेंगे और लॉग आउट करेंगे। शिक्षक ने सोमवार को ई हाजिरी लगाने को लेकर शपथ-पत्र दिए हैं। शिक्षकों को वेतन दो से तीन दिन में जारी हो जाएगा। बता दें कि वेतन रोके जाने की कार्रवाई होने से ई हाजिरी लगाने वाले शिक्षकों की संख्या में बढ़ोतरी हुई है। नवंबर में जहां (593, 1002, 767, 1222)
hospital-photo (220, 1942, 592, 2209)
tender-cell: 10000 (1417, 1446, 1469, 1469)
tender-row (976, 1378, 1527, 1401)
tender-cell: उच्चतर माध्यमिक विद्यालय बन में 02 अतिरिक्त कक्ष निर्माण कार्य (1069, 1809, 1308, 1832)
tender-cell: माध्यमिक बालक आश्रम शाला पिपलखुंटा में 4 आवासीय कक्ष निर्माण कार्य (1069, 1514, 1308, 1537)
ot-col-2: मुताबिक यहां पर हर रोज 20 से 25 औसतन सर्जरी होती हैं और इनमें सबसे अधिक आर्थोपेडिक विभाग के मरीजों की होती हैं। मजबूरी में आर्थोपेडिक सर्जन को (220, 2217, 394, 2277)
tender-cell: 6 माह वर्षाकाल सहित (1469, 1401, 1527, 1424)
tender-cell: उच्चतर माध्यमिक विद्यालय कल्याणपुरा में 04 अतिरिक्त कक्ष निर्माण कार्य (1069, 1605, 1308, 1628)
tender-cell: 2025_TAD _466615_1 (1000, 1786, 1069, 1809)
tender-table (976, 1307, 1527, 1832)
tender-row (976, 1786, 1527, 1809)
tender-cell: 6 माह वर्षाकाल सहित (1469, 1469, 1527, 1492)
tender-cell: 2025_TAD _466607_1 (1000, 1628, 1069, 1650)
tender-cell: 57680 (1365, 1424, 1417, 1446)
lead-col-1 (230, 244, 392, 826)
shift-headline: शिफ्टिंग के चक्कर में अटके ऑपरेशन (605, 1944, 954, 1967)
ot-quote-by: डॉ. आरके शर्मा, सिविल सर्जन (840, 2243, 956, 2256)
tender-cell: उच्चतर माध्यमिक विद्यालय परवलिया में 04 अतिरिक्त कक्ष निर्माण कार्य (1069, 1764, 1308, 1786)
news-brief (35, 386, 209, 1834)
brief-item-head: सामूहिक विवाह समारोह के लिए बैठक आज (35, 944, 183, 981)
